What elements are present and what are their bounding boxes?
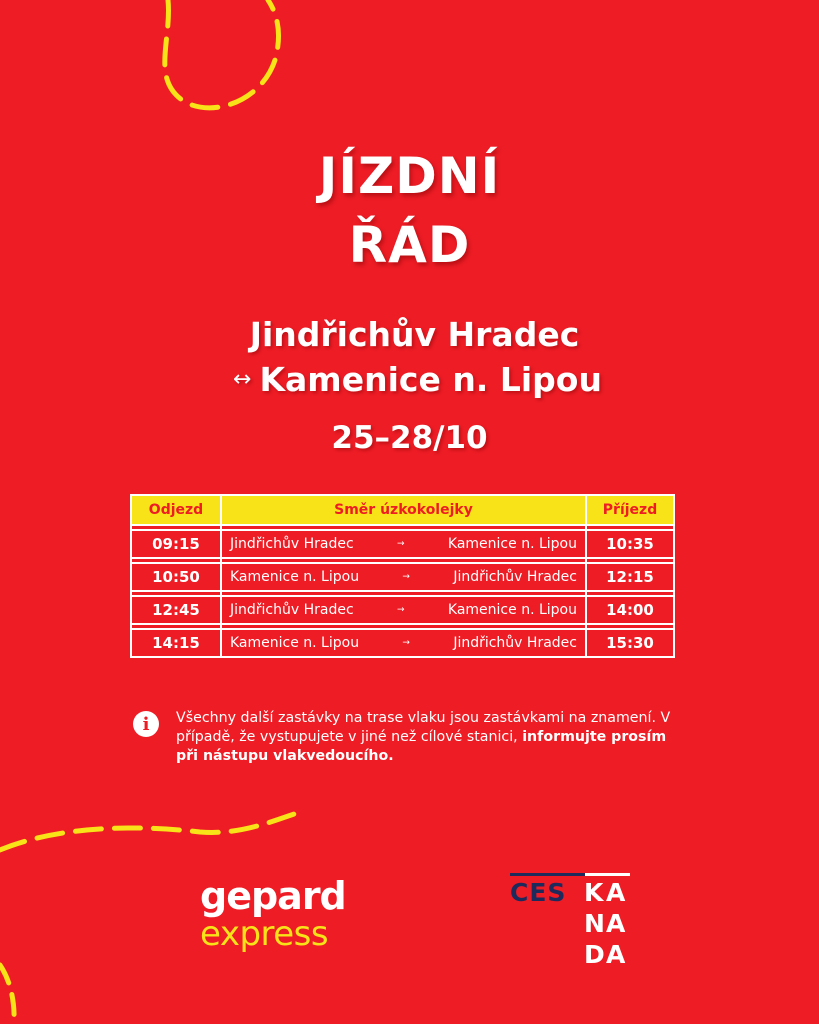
arrival-time: 10:35: [586, 530, 674, 558]
direction-to: Jindřichův Hradec: [453, 569, 577, 585]
arrow-right-icon: →: [397, 539, 405, 549]
info-icon: i: [133, 711, 159, 737]
gepard-express-logo: [200, 876, 346, 952]
departure-time: 09:15: [131, 530, 221, 558]
table-row: [131, 629, 674, 657]
header-direction: Směr úzkokolejky: [221, 495, 586, 525]
arrow-right-icon: →: [402, 638, 410, 648]
direction-to: Kamenice n. Lipou: [447, 536, 577, 552]
page-title-line2: ŘÁD: [348, 216, 471, 274]
direction-from: Jindřichův Hradec: [230, 602, 354, 618]
info-note: [133, 709, 693, 766]
arrival-time: 14:00: [586, 596, 674, 624]
header-arrival: Příjezd: [586, 495, 674, 525]
gepard-logo-line2: express: [200, 914, 329, 954]
direction-from: Kamenice n. Lipou: [230, 569, 360, 585]
direction-to: Jindřichův Hradec: [453, 635, 577, 651]
departure-time: 14:15: [131, 629, 221, 657]
date-range: 25–28/10: [331, 420, 488, 456]
table-row: [131, 530, 674, 558]
kanada-letter: A: [606, 940, 626, 968]
page-title-line1: JÍZDNÍ: [318, 147, 501, 205]
kanada-letter: D: [584, 940, 605, 968]
arrival-time: 12:15: [586, 563, 674, 591]
header-departure: Odjezd: [131, 495, 221, 525]
ceska-text: CES: [510, 878, 567, 907]
direction-to: Kamenice n. Lipou: [447, 602, 577, 618]
direction-from: Jindřichův Hradec: [230, 536, 354, 552]
table-row: [131, 596, 674, 624]
ceska-kanada-logo: [510, 868, 635, 968]
info-bold-text: informujte prosím při nástupu vlakvedoucího.: [176, 729, 667, 764]
timetable: [130, 494, 675, 658]
departure-time: 10:50: [131, 563, 221, 591]
arrival-time: 15:30: [586, 629, 674, 657]
kanada-letter: A: [606, 878, 626, 907]
bidirectional-arrow-icon: ↔: [233, 367, 252, 392]
info-regular-text: Všechny další zastávky na trase vlaku jsou zastávkami na znamení. V případě, že vystupujete v jiné než cílové stanici,: [176, 710, 671, 745]
arrow-right-icon: →: [397, 605, 405, 615]
gepard-logo-line1: gepard: [200, 874, 346, 918]
route-destination: Kamenice n. Lipou: [259, 360, 602, 399]
kanada-letter: N: [584, 909, 605, 938]
kanada-letter: A: [606, 909, 626, 938]
departure-time: 12:45: [131, 596, 221, 624]
info-text: [176, 709, 693, 766]
table-row: [131, 563, 674, 591]
arrow-right-icon: →: [402, 572, 410, 582]
route-destination-line: [8, 358, 819, 402]
kanada-letter: K: [584, 878, 604, 907]
route-origin: Jindřichův Hradec: [249, 315, 580, 354]
direction-from: Kamenice n. Lipou: [230, 635, 360, 651]
